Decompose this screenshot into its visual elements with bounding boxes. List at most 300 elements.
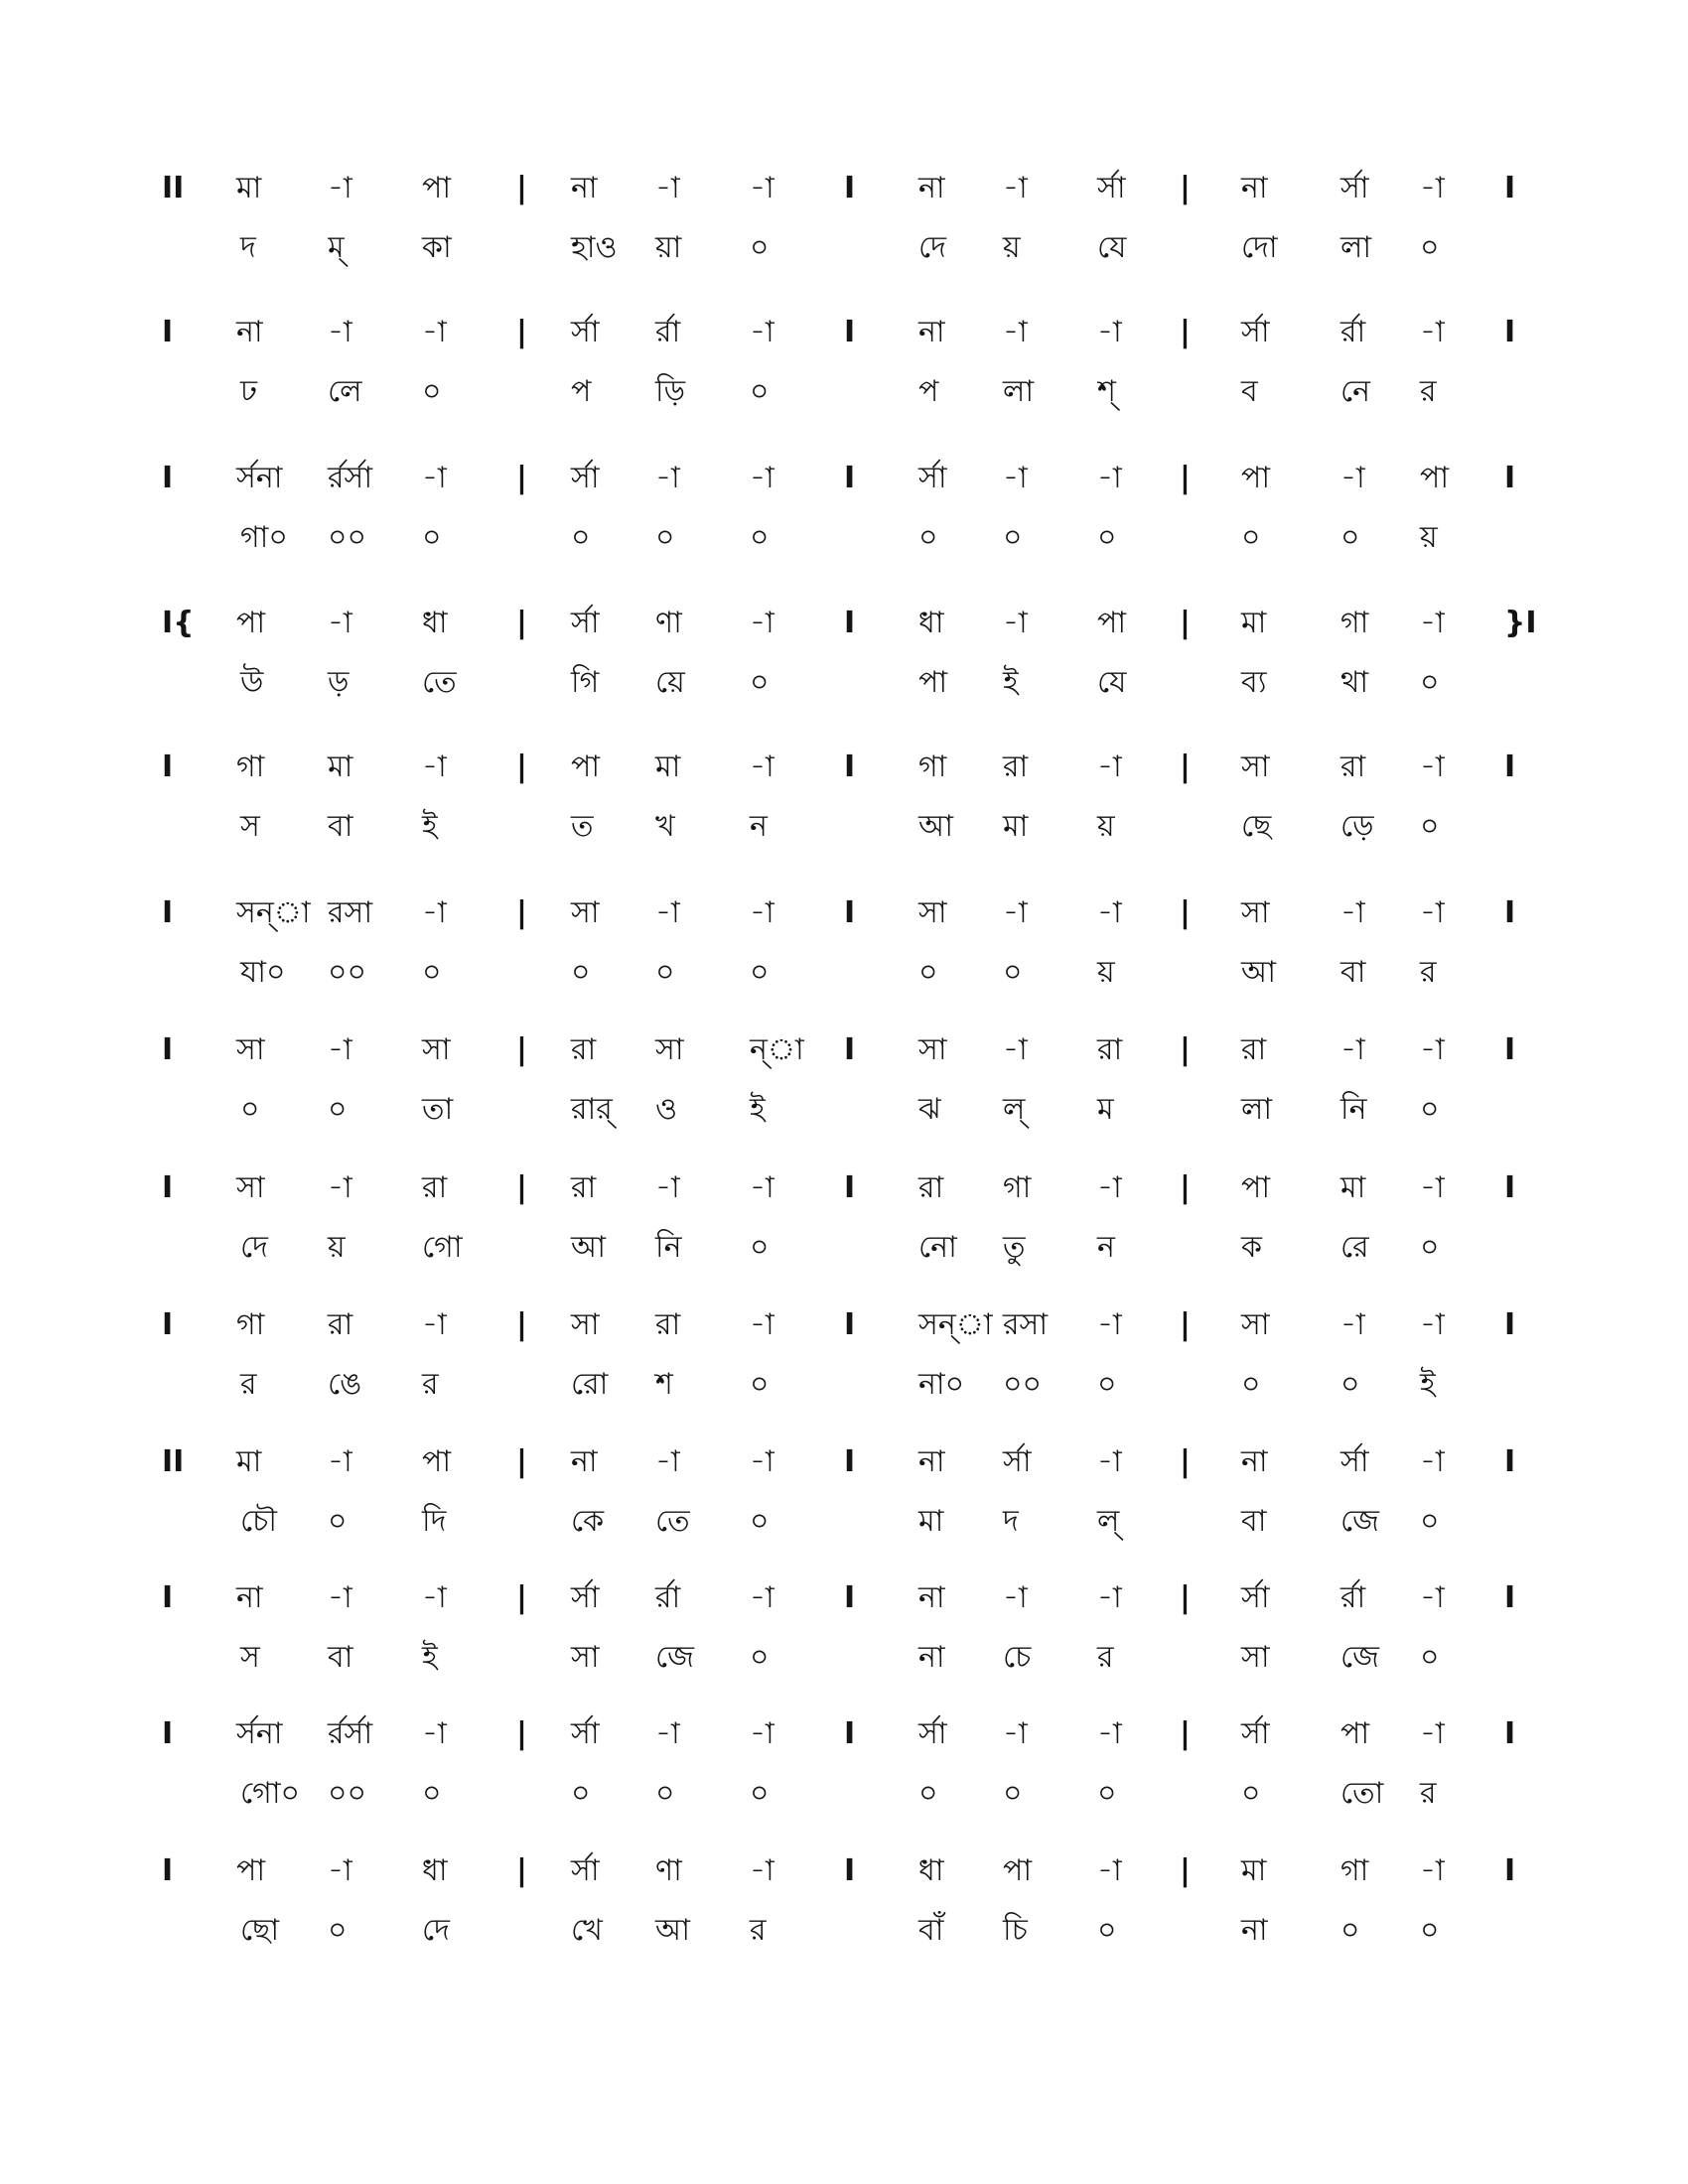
note: -া <box>750 1170 774 1205</box>
barline: | <box>1180 1307 1191 1342</box>
note: রা <box>655 1307 681 1342</box>
lyric-syllable: র <box>1420 1776 1437 1811</box>
note: সন্া <box>918 1307 993 1342</box>
notation-line <box>0 1580 1688 1703</box>
note: না <box>236 1580 263 1615</box>
lyric-syllable: গো <box>422 1230 463 1265</box>
note: না <box>571 171 598 205</box>
lyric-syllable: ০ <box>1097 1776 1117 1811</box>
note: মা <box>1340 1170 1366 1205</box>
lyric-syllable: বা <box>1241 1504 1267 1539</box>
lyric-syllable: ই <box>422 809 438 844</box>
lyric-syllable: ০ <box>750 1367 770 1402</box>
lyric-syllable: চৌ <box>240 1504 277 1539</box>
note: -া <box>1340 1032 1365 1067</box>
note: র্রর্সা <box>328 461 373 495</box>
lyric-syllable: ড়ি <box>655 374 686 409</box>
note: -া <box>750 461 774 495</box>
note: র্সা <box>1097 171 1126 205</box>
note: -া <box>1420 606 1445 640</box>
note: -া <box>750 1444 774 1479</box>
note: সা <box>571 1307 600 1342</box>
note: র্সা <box>1241 1580 1270 1615</box>
note: পা <box>1241 1170 1271 1205</box>
note: সা <box>1241 1307 1270 1342</box>
note: -া <box>1340 895 1365 930</box>
note: র্রা <box>655 1580 681 1615</box>
note: র্সা <box>1241 315 1270 349</box>
lyric-syllable: ০ <box>1420 1092 1440 1127</box>
lyric-syllable: র <box>422 1367 439 1402</box>
note: সন্া <box>236 895 311 930</box>
lyric-syllable: ০ <box>750 230 770 265</box>
note: -া <box>328 1444 352 1479</box>
lyric-syllable: ব <box>1241 374 1258 409</box>
barline: I <box>844 1853 856 1888</box>
lyric-syllable: ০ <box>1097 1913 1117 1948</box>
note: পা <box>236 606 266 640</box>
note: সা <box>918 1032 947 1067</box>
lyric-syllable: কা <box>422 230 452 265</box>
right-barline: I <box>1504 171 1516 205</box>
note: -া <box>750 315 774 349</box>
left-barline: I <box>162 1032 174 1067</box>
lyric-syllable: পা <box>918 665 948 700</box>
note: পা <box>1340 1716 1370 1751</box>
note: সা <box>422 1032 451 1067</box>
lyric-syllable: ড় <box>328 665 350 700</box>
right-barline: }I <box>1504 606 1537 640</box>
note: পা <box>1241 461 1271 495</box>
barline: I <box>844 1444 856 1479</box>
lyric-syllable: ০ <box>1003 1776 1023 1811</box>
note: র্সনা <box>236 461 283 495</box>
barline: I <box>844 1307 856 1342</box>
lyric-syllable: ০ <box>1420 1230 1440 1265</box>
lyric-syllable: য় <box>1003 230 1021 265</box>
right-barline: I <box>1504 895 1516 930</box>
lyric-syllable: ০ <box>328 1504 348 1539</box>
note: র্রা <box>1340 1580 1366 1615</box>
lyric-syllable: স <box>240 1640 260 1675</box>
lyric-syllable: খে <box>571 1913 603 1948</box>
barline: I <box>844 1032 856 1067</box>
note: সা <box>236 1170 265 1205</box>
note: -া <box>655 171 680 205</box>
lyric-syllable: রে <box>1340 1230 1369 1265</box>
note: গা <box>918 750 947 784</box>
lyric-syllable: ০ <box>1340 1367 1360 1402</box>
note: সা <box>571 895 600 930</box>
note: -া <box>1003 1716 1028 1751</box>
lyric-syllable: ০ <box>655 520 675 555</box>
lyric-syllable: ছে <box>1241 809 1272 844</box>
note: মা <box>236 1444 262 1479</box>
lyric-syllable: জে <box>1340 1504 1380 1539</box>
lyric-syllable: ই <box>750 1092 766 1127</box>
lyric-syllable: ০ <box>1241 1367 1261 1402</box>
lyric-syllable: ০ <box>328 1092 348 1127</box>
lyric-syllable: ০ <box>655 955 675 990</box>
note: সা <box>1241 750 1270 784</box>
note: র্সনা <box>236 1716 283 1751</box>
lyric-syllable: ০ <box>750 1640 770 1675</box>
note: -া <box>655 895 680 930</box>
lyric-syllable: যে <box>1097 665 1127 700</box>
note: -া <box>750 1580 774 1615</box>
lyric-syllable: জে <box>655 1640 695 1675</box>
lyric-syllable: যে <box>1097 230 1127 265</box>
barline: | <box>516 1444 527 1479</box>
lyric-syllable: মা <box>918 1504 944 1539</box>
barline: | <box>1180 461 1191 495</box>
lyric-syllable: ঢ <box>240 374 257 409</box>
note: র্সা <box>571 1716 600 1751</box>
lyric-syllable: ঝ <box>918 1092 941 1127</box>
left-barline: I <box>162 895 174 930</box>
note: -া <box>328 1580 352 1615</box>
note: র্সা <box>918 1716 947 1751</box>
note: রা <box>571 1170 597 1205</box>
right-barline: I <box>1504 315 1516 349</box>
barline: | <box>516 1580 527 1615</box>
lyric-syllable: রার্ <box>571 1092 613 1127</box>
note: ধা <box>422 1853 448 1888</box>
lyric-syllable: য় <box>1420 520 1438 555</box>
lyric-syllable: সা <box>1241 1640 1270 1675</box>
lyric-syllable: ০ <box>750 665 770 700</box>
note: -া <box>1420 1580 1445 1615</box>
note: না <box>1241 171 1268 205</box>
barline: | <box>1180 1853 1191 1888</box>
notation-line <box>0 1853 1688 1976</box>
lyric-syllable: ০ <box>1420 1913 1440 1948</box>
notation-line <box>0 171 1688 293</box>
lyric-syllable: ক <box>1241 1230 1262 1265</box>
note: -া <box>1003 1580 1028 1615</box>
lyric-syllable: খ <box>655 809 675 844</box>
lyric-syllable: ০ <box>750 374 770 409</box>
lyric-syllable: ০ <box>655 1776 675 1811</box>
right-barline: I <box>1504 1580 1516 1615</box>
note: -া <box>750 606 774 640</box>
note: পা <box>422 1444 452 1479</box>
lyric-syllable: ০ <box>1241 520 1261 555</box>
lyric-syllable: তু <box>1003 1230 1026 1265</box>
note: র্রা <box>655 315 681 349</box>
lyric-syllable: নি <box>655 1230 682 1265</box>
lyric-syllable: না <box>918 1640 945 1675</box>
note: -া <box>1420 1032 1445 1067</box>
left-barline: I{ <box>162 606 195 640</box>
note: রসা <box>328 895 373 930</box>
barline: I <box>844 461 856 495</box>
note: সা <box>236 1032 265 1067</box>
note: রা <box>918 1170 944 1205</box>
lyric-syllable: আ <box>655 1913 690 1948</box>
note: ধা <box>918 606 944 640</box>
lyric-syllable: ০ <box>422 1776 442 1811</box>
lyric-syllable: ০ <box>1003 520 1023 555</box>
lyric-syllable: ন <box>750 809 768 844</box>
lyric-syllable: ও <box>655 1092 678 1127</box>
right-barline: I <box>1504 1716 1516 1751</box>
note: -া <box>750 750 774 784</box>
note: র্সা <box>571 606 600 640</box>
lyric-syllable: ০০ <box>328 520 367 555</box>
barline: I <box>844 1580 856 1615</box>
note: -া <box>328 1032 352 1067</box>
barline: | <box>516 461 527 495</box>
note: রা <box>1003 750 1029 784</box>
barline: | <box>516 315 527 349</box>
left-barline: II <box>162 1444 185 1479</box>
lyric-syllable: লা <box>1003 374 1035 409</box>
notation-line <box>0 1032 1688 1155</box>
lyric-syllable: ০ <box>571 955 591 990</box>
lyric-syllable: ল্ <box>1097 1504 1120 1539</box>
barline: | <box>516 750 527 784</box>
lyric-syllable: র <box>1097 1640 1114 1675</box>
lyric-syllable: লা <box>1340 230 1372 265</box>
note: -া <box>655 1444 680 1479</box>
note: -া <box>1420 895 1445 930</box>
note: র্রা <box>1340 315 1366 349</box>
lyric-syllable: না০ <box>918 1367 965 1402</box>
lyric-syllable: দে <box>240 1230 268 1265</box>
barline: I <box>844 1716 856 1751</box>
right-barline: I <box>1504 1853 1516 1888</box>
barline: | <box>1180 750 1191 784</box>
lyric-syllable: ০ <box>750 1776 770 1811</box>
note: -া <box>1097 750 1122 784</box>
lyric-syllable: ০ <box>1003 955 1023 990</box>
note: -া <box>1097 1580 1122 1615</box>
lyric-syllable: ০০ <box>1003 1367 1043 1402</box>
lyric-syllable: লা <box>1241 1092 1273 1127</box>
note: না <box>918 1580 945 1615</box>
barline: | <box>516 1170 527 1205</box>
note: রসা <box>1003 1307 1049 1342</box>
barline: | <box>1180 315 1191 349</box>
barline: | <box>1180 1032 1191 1067</box>
note: -া <box>1097 1853 1122 1888</box>
note: সা <box>918 895 947 930</box>
lyric-syllable: নি <box>1340 1092 1367 1127</box>
left-barline: I <box>162 1307 174 1342</box>
barline: | <box>1180 1716 1191 1751</box>
lyric-syllable: আ <box>571 1230 606 1265</box>
lyric-syllable: কে <box>571 1504 605 1539</box>
note: গা <box>236 750 265 784</box>
note: -া <box>1003 171 1028 205</box>
barline: | <box>516 895 527 930</box>
lyric-syllable: তে <box>422 665 457 700</box>
lyric-syllable: ০ <box>1420 665 1440 700</box>
lyric-syllable: গি <box>571 665 600 700</box>
note: মা <box>1241 1853 1267 1888</box>
note: -া <box>422 1580 447 1615</box>
lyric-syllable: ০০ <box>328 955 367 990</box>
note: -া <box>750 171 774 205</box>
note: -া <box>328 171 352 205</box>
note: রা <box>422 1170 448 1205</box>
note: -া <box>750 895 774 930</box>
note: -া <box>1097 1170 1122 1205</box>
lyric-syllable: ব্য <box>1241 665 1267 700</box>
notation-line <box>0 1444 1688 1567</box>
lyric-syllable: য় <box>1097 955 1115 990</box>
right-barline: I <box>1504 1444 1516 1479</box>
note: -া <box>328 1853 352 1888</box>
barline: | <box>516 606 527 640</box>
lyric-syllable: দ <box>240 230 256 265</box>
note: -া <box>1420 315 1445 349</box>
lyric-syllable: ন <box>1097 1230 1115 1265</box>
lyric-syllable: জে <box>1340 1640 1380 1675</box>
note: র্সা <box>1241 1716 1270 1751</box>
barline: | <box>516 1716 527 1751</box>
lyric-syllable: ০ <box>1420 1504 1440 1539</box>
lyric-syllable: র <box>1420 955 1437 990</box>
note: রা <box>328 1307 353 1342</box>
notation-line <box>0 1170 1688 1293</box>
note: -া <box>422 461 447 495</box>
lyric-syllable: ০ <box>750 955 770 990</box>
note: -া <box>1097 1716 1122 1751</box>
note: -া <box>328 606 352 640</box>
lyric-syllable: ম্ <box>328 230 345 265</box>
lyric-syllable: ০০ <box>328 1776 367 1811</box>
note: -া <box>750 1853 774 1888</box>
lyric-syllable: ০ <box>1241 1776 1261 1811</box>
lyric-syllable: ০ <box>1420 1640 1440 1675</box>
barline: | <box>1180 171 1191 205</box>
lyric-syllable: চি <box>1003 1913 1028 1948</box>
note: -া <box>750 1307 774 1342</box>
barline: I <box>844 750 856 784</box>
lyric-syllable: ০ <box>750 1504 770 1539</box>
note: না <box>1241 1444 1268 1479</box>
barline: | <box>1180 606 1191 640</box>
lyric-syllable: হাও <box>571 230 618 265</box>
notation-line <box>0 752 1688 872</box>
lyric-syllable: ০ <box>750 1230 770 1265</box>
note: রা <box>1340 750 1366 784</box>
lyric-syllable: দে <box>918 230 946 265</box>
note: রা <box>1241 1032 1267 1067</box>
lyric-syllable: র <box>240 1367 257 1402</box>
note: ন্া <box>750 1032 804 1067</box>
note: -া <box>422 895 447 930</box>
lyric-syllable: দো <box>1241 230 1278 265</box>
note: -া <box>655 1170 680 1205</box>
note: -া <box>1340 1307 1365 1342</box>
note: গা <box>236 1307 265 1342</box>
lyric-syllable: ০ <box>422 520 442 555</box>
lyric-syllable: চে <box>1003 1640 1032 1675</box>
barline: I <box>844 1170 856 1205</box>
barline: | <box>516 1032 527 1067</box>
barline: | <box>516 171 527 205</box>
notation-line <box>0 895 1688 1018</box>
barline: I <box>844 895 856 930</box>
note: -া <box>1420 1307 1445 1342</box>
lyric-syllable: লে <box>328 374 362 409</box>
note: র্সা <box>571 1853 600 1888</box>
lyric-syllable: ০ <box>918 520 938 555</box>
lyric-syllable: গা০ <box>240 520 288 555</box>
lyric-syllable: ০ <box>1097 520 1117 555</box>
note: র্সা <box>1340 171 1369 205</box>
lyric-syllable: ০ <box>918 1776 938 1811</box>
note: -া <box>1420 1716 1445 1751</box>
note: -া <box>1420 1170 1445 1205</box>
notation-line <box>0 1716 1688 1839</box>
barline: | <box>1180 1580 1191 1615</box>
lyric-syllable: য়া <box>655 230 682 265</box>
note: -া <box>1340 461 1365 495</box>
lyric-syllable: দি <box>422 1504 447 1539</box>
note: ণা <box>655 1853 682 1888</box>
lyric-syllable: ০ <box>918 955 938 990</box>
lyric-syllable: বাঁ <box>918 1913 944 1948</box>
lyric-syllable: ০ <box>1097 1367 1117 1402</box>
barline: | <box>1180 1170 1191 1205</box>
note: -া <box>422 315 447 349</box>
note: র্সা <box>1003 1444 1032 1479</box>
note: পা <box>422 171 452 205</box>
left-barline: I <box>162 1580 174 1615</box>
lyric-syllable: স <box>240 809 260 844</box>
left-barline: I <box>162 1716 174 1751</box>
note: -া <box>1420 1444 1445 1479</box>
lyric-syllable: বা <box>328 809 353 844</box>
note: ধা <box>918 1853 944 1888</box>
lyric-syllable: না <box>1241 1913 1268 1948</box>
lyric-syllable: থা <box>1340 665 1369 700</box>
note: সা <box>655 1032 684 1067</box>
left-barline: I <box>162 750 174 784</box>
left-barline: I <box>162 315 174 349</box>
lyric-syllable: শ <box>655 1367 673 1402</box>
note: -া <box>1420 1853 1445 1888</box>
note: -া <box>1003 895 1028 930</box>
barline: I <box>844 171 856 205</box>
note: র্সা <box>571 461 600 495</box>
lyric-syllable: প <box>918 374 939 409</box>
note: পা <box>1097 606 1127 640</box>
lyric-syllable: তে <box>655 1504 690 1539</box>
lyric-syllable: য়ে <box>655 665 685 700</box>
note: -া <box>1420 171 1445 205</box>
lyric-syllable: প <box>571 374 592 409</box>
right-barline: I <box>1504 750 1516 784</box>
note: পা <box>236 1853 266 1888</box>
left-barline: I <box>162 1853 174 1888</box>
note: র্সা <box>571 315 600 349</box>
lyric-syllable: আ <box>918 809 953 844</box>
note: না <box>918 171 945 205</box>
lyric-syllable: ০ <box>422 374 442 409</box>
note: -া <box>1003 1032 1028 1067</box>
note: পা <box>1003 1853 1033 1888</box>
lyric-syllable: মা <box>1003 809 1029 844</box>
note: না <box>571 1444 598 1479</box>
left-barline: II <box>162 171 185 205</box>
lyric-syllable: ০ <box>750 520 770 555</box>
lyric-syllable: উ <box>240 665 264 700</box>
